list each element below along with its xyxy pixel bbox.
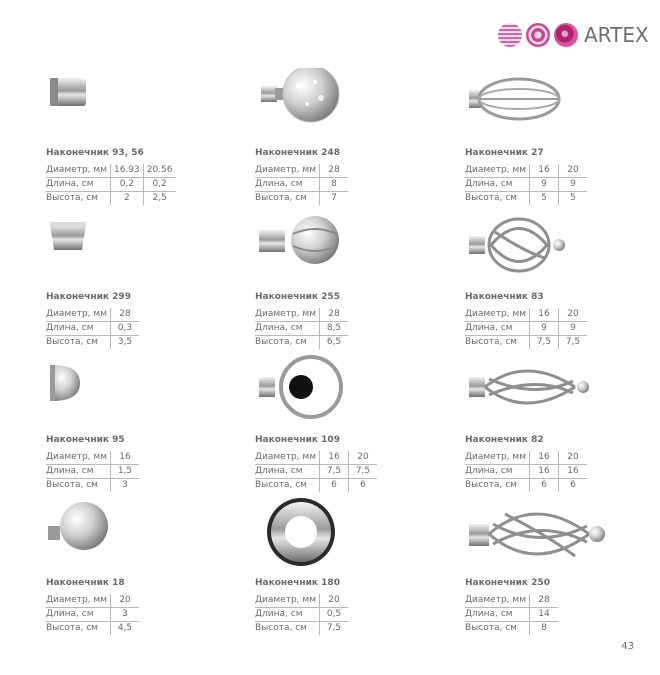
spec-row-length bbox=[465, 465, 587, 479]
spec-label-height: Высота, см bbox=[465, 337, 517, 347]
spec-row-length bbox=[46, 322, 139, 336]
spec-row-diameter bbox=[46, 451, 139, 465]
spec-value-height: 6 bbox=[558, 479, 587, 493]
spec-value-height: 3,5 bbox=[110, 336, 139, 350]
spec-value-length: 9 bbox=[529, 178, 558, 192]
spec-table bbox=[46, 594, 139, 635]
product-title: Наконечник 82 bbox=[465, 435, 544, 445]
spec-row-height bbox=[46, 336, 139, 350]
product-card bbox=[465, 212, 655, 352]
spec-row-diameter bbox=[46, 308, 139, 322]
spec-label-diameter: Диаметр, мм bbox=[255, 164, 319, 178]
logo-mark-striped-icon bbox=[498, 23, 522, 47]
spec-label-height: Высота, см bbox=[255, 480, 307, 490]
spec-value-height: 3 bbox=[110, 479, 139, 493]
spec-label-length: Длина, см bbox=[255, 608, 319, 622]
spec-table bbox=[46, 451, 139, 492]
spec-label-diameter: Диаметр, мм bbox=[255, 594, 319, 608]
cage-oval-finial-icon bbox=[465, 68, 595, 148]
spec-value-length: 7,5 bbox=[319, 465, 348, 479]
spec-value-length: 8 bbox=[319, 178, 348, 192]
spec-value-height: 2 bbox=[110, 192, 143, 206]
spec-table bbox=[465, 451, 587, 492]
spec-value-diameter: 20 bbox=[558, 451, 587, 465]
spec-value-diameter: 16 bbox=[529, 164, 558, 178]
product-title: Наконечник 83 bbox=[465, 292, 544, 302]
product-card bbox=[46, 68, 236, 208]
product-title: Наконечник 299 bbox=[46, 292, 131, 302]
spec-row-length bbox=[46, 465, 139, 479]
spec-value-length: 14 bbox=[529, 608, 558, 622]
spec-value-diameter: 20.56 bbox=[143, 164, 175, 178]
product-card bbox=[255, 212, 445, 352]
spec-label-diameter: Диаметр, мм bbox=[465, 164, 529, 178]
spec-label-height: Высота, см bbox=[46, 193, 98, 203]
spec-value-length: 0,5 bbox=[319, 608, 348, 622]
spiral-cage-finial-icon bbox=[465, 355, 595, 435]
spec-table bbox=[465, 308, 587, 349]
brand-name: ARTEX bbox=[584, 23, 649, 47]
spec-label-diameter: Диаметр, мм bbox=[255, 308, 319, 322]
spec-value-length: 1,5 bbox=[110, 465, 139, 479]
product-card bbox=[255, 355, 445, 495]
product-title: Наконечник 27 bbox=[465, 148, 544, 158]
product-title: Наконечник 95 bbox=[46, 435, 125, 445]
product-card bbox=[46, 212, 236, 352]
spec-label-height: Высота, см bbox=[46, 480, 98, 490]
ball-finial-icon bbox=[46, 498, 176, 578]
spec-value-height: 8 bbox=[529, 622, 558, 636]
spec-row-height bbox=[255, 479, 377, 493]
spec-value-length: 9 bbox=[558, 322, 587, 336]
logo-mark-flower-icon bbox=[526, 23, 550, 47]
product-title: Наконечник 93, 56 bbox=[46, 148, 144, 158]
spec-label-length: Длина, см bbox=[465, 178, 529, 192]
spec-row-length bbox=[255, 322, 348, 336]
product-card bbox=[465, 355, 655, 495]
spec-label-length: Длина, см bbox=[465, 608, 529, 622]
spec-table bbox=[465, 164, 587, 205]
spec-value-height: 6,5 bbox=[319, 336, 348, 350]
spec-label-diameter: Диаметр, мм bbox=[465, 308, 529, 322]
product-card bbox=[465, 68, 655, 208]
spec-row-height bbox=[255, 192, 348, 206]
spec-value-diameter: 28 bbox=[319, 308, 348, 322]
spec-label-diameter: Диаметр, мм bbox=[465, 451, 529, 465]
spec-row-height bbox=[465, 479, 587, 493]
ornate-ball-finial-icon bbox=[255, 212, 385, 292]
spec-row-height bbox=[46, 479, 139, 493]
page-number: 43 bbox=[621, 641, 634, 652]
logo-mark-rose-icon bbox=[554, 23, 578, 47]
spec-table bbox=[255, 594, 348, 635]
spec-value-length: 9 bbox=[529, 322, 558, 336]
brand-logo bbox=[498, 20, 649, 50]
cylinder-finial-icon bbox=[46, 68, 176, 148]
spec-label-diameter: Диаметр, мм bbox=[46, 594, 110, 608]
spec-value-length: 0,2 bbox=[143, 178, 175, 192]
spec-value-length: 3 bbox=[110, 608, 139, 622]
product-card bbox=[46, 498, 236, 638]
spec-table bbox=[255, 164, 348, 205]
spec-value-height: 6 bbox=[348, 479, 377, 493]
spec-value-diameter: 16 bbox=[110, 451, 139, 465]
large-spiral-finial-icon bbox=[465, 498, 595, 578]
spec-row-length bbox=[465, 608, 558, 622]
spec-value-height: 6 bbox=[319, 479, 348, 493]
spec-row-length bbox=[255, 608, 348, 622]
spec-label-length: Длина, см bbox=[255, 465, 319, 479]
spec-row-diameter bbox=[255, 451, 377, 465]
spec-label-length: Длина, см bbox=[255, 178, 319, 192]
spec-row-diameter bbox=[46, 594, 139, 608]
spec-row-height bbox=[465, 622, 558, 636]
spec-label-height: Высота, см bbox=[255, 623, 307, 633]
spec-value-height: 7 bbox=[319, 192, 348, 206]
spec-label-height: Высота, см bbox=[46, 623, 98, 633]
spec-value-length: 0,3 bbox=[110, 322, 139, 336]
spec-value-length: 16 bbox=[529, 465, 558, 479]
spec-row-diameter bbox=[465, 164, 587, 178]
spec-row-height bbox=[46, 622, 139, 636]
spec-row-length bbox=[46, 178, 176, 192]
spec-label-diameter: Диаметр, мм bbox=[46, 164, 110, 178]
spec-value-length: 8,5 bbox=[319, 322, 348, 336]
spec-label-length: Длина, см bbox=[46, 322, 110, 336]
spec-value-length: 16 bbox=[558, 465, 587, 479]
spec-label-height: Высота, см bbox=[46, 337, 98, 347]
spec-value-length: 7,5 bbox=[348, 465, 377, 479]
spec-value-diameter: 20 bbox=[558, 308, 587, 322]
spec-value-diameter: 28 bbox=[110, 308, 139, 322]
spec-value-height: 7,5 bbox=[529, 336, 558, 350]
product-card bbox=[465, 498, 655, 638]
spec-table bbox=[255, 308, 348, 349]
spec-row-diameter bbox=[255, 594, 348, 608]
spec-value-height: 7,5 bbox=[558, 336, 587, 350]
cap-finial-icon bbox=[46, 212, 176, 292]
product-card bbox=[255, 498, 445, 638]
spec-row-length bbox=[255, 465, 377, 479]
spec-label-diameter: Диаметр, мм bbox=[46, 451, 110, 465]
spec-label-diameter: Диаметр, мм bbox=[255, 451, 319, 465]
spec-table bbox=[255, 451, 377, 492]
spec-value-height: 5 bbox=[529, 192, 558, 206]
product-card bbox=[46, 355, 236, 495]
spec-value-length: 0,2 bbox=[110, 178, 143, 192]
spec-value-diameter: 20 bbox=[558, 164, 587, 178]
spec-value-diameter: 28 bbox=[319, 164, 348, 178]
spec-label-height: Высота, см bbox=[465, 623, 517, 633]
spec-row-height bbox=[255, 336, 348, 350]
spec-value-height: 4,5 bbox=[110, 622, 139, 636]
spec-row-length bbox=[465, 322, 587, 336]
product-title: Наконечник 248 bbox=[255, 148, 340, 158]
spec-label-height: Высота, см bbox=[255, 193, 307, 203]
spec-value-diameter: 20 bbox=[319, 594, 348, 608]
spec-label-length: Длина, см bbox=[255, 322, 319, 336]
spec-label-diameter: Диаметр, мм bbox=[46, 308, 110, 322]
spec-value-height: 2,5 bbox=[143, 192, 175, 206]
spec-row-diameter bbox=[465, 594, 558, 608]
spec-label-length: Длина, см bbox=[465, 322, 529, 336]
spec-label-length: Длина, см bbox=[46, 608, 110, 622]
ring-finial-icon bbox=[255, 498, 385, 578]
spec-table bbox=[46, 308, 139, 349]
ring-ball-finial-icon bbox=[255, 355, 385, 435]
spec-value-diameter: 20 bbox=[110, 594, 139, 608]
product-title: Наконечник 255 bbox=[255, 292, 340, 302]
spec-table bbox=[465, 594, 558, 635]
twisted-cage-finial-icon bbox=[465, 212, 595, 292]
spec-row-height bbox=[465, 336, 587, 350]
spec-row-height bbox=[46, 192, 176, 206]
spec-row-diameter bbox=[46, 164, 176, 178]
spec-row-diameter bbox=[465, 308, 587, 322]
spec-label-height: Высота, см bbox=[465, 193, 517, 203]
spec-value-height: 6 bbox=[529, 479, 558, 493]
product-card bbox=[255, 68, 445, 208]
product-title: Наконечник 180 bbox=[255, 578, 340, 588]
spec-value-diameter: 28 bbox=[529, 594, 558, 608]
spec-row-length bbox=[46, 608, 139, 622]
spec-value-diameter: 16 bbox=[529, 308, 558, 322]
spec-label-length: Длина, см bbox=[46, 465, 110, 479]
spec-row-length bbox=[465, 178, 587, 192]
spec-row-height bbox=[255, 622, 348, 636]
spec-value-height: 5 bbox=[558, 192, 587, 206]
spec-table bbox=[46, 164, 176, 205]
spec-value-diameter: 16.93 bbox=[110, 164, 143, 178]
spec-label-height: Высота, см bbox=[255, 337, 307, 347]
spec-row-length bbox=[255, 178, 348, 192]
spec-label-height: Высота, см bbox=[465, 480, 517, 490]
spec-label-diameter: Диаметр, мм bbox=[465, 594, 529, 608]
product-title: Наконечник 250 bbox=[465, 578, 550, 588]
spec-row-diameter bbox=[255, 308, 348, 322]
spec-label-length: Длина, см bbox=[46, 178, 110, 192]
spec-row-diameter bbox=[255, 164, 348, 178]
spec-value-length: 9 bbox=[558, 178, 587, 192]
spec-label-length: Длина, см bbox=[465, 465, 529, 479]
dome-finial-icon bbox=[46, 355, 176, 435]
crystal-ball-finial-icon bbox=[255, 68, 385, 148]
spec-value-diameter: 16 bbox=[319, 451, 348, 465]
spec-row-diameter bbox=[465, 451, 587, 465]
product-title: Наконечник 109 bbox=[255, 435, 340, 445]
spec-row-height bbox=[465, 192, 587, 206]
spec-value-diameter: 16 bbox=[529, 451, 558, 465]
spec-value-height: 7,5 bbox=[319, 622, 348, 636]
product-title: Наконечник 18 bbox=[46, 578, 125, 588]
spec-value-diameter: 20 bbox=[348, 451, 377, 465]
